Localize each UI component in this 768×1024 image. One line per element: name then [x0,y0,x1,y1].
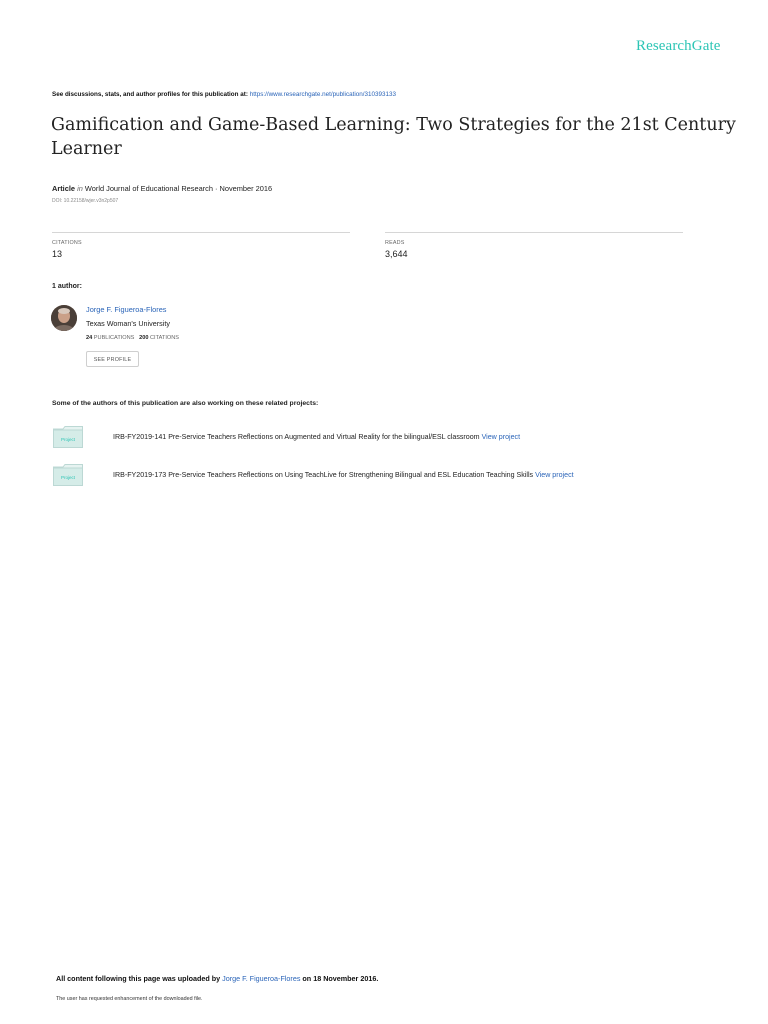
view-project-link[interactable]: View project [535,471,574,479]
in-word: in [77,184,83,193]
upload-note [56,974,378,983]
discussion-line [52,91,396,98]
see-profile-button[interactable]: SEE PROFILE [86,351,139,367]
project-folder-icon[interactable] [53,426,83,453]
project-icon-label: Project [60,475,76,480]
doi: DOI: 10.22158/wjer.v3n2p507 [52,198,119,204]
author-counts [86,335,179,341]
author-citations-label: CITATIONS [150,335,180,341]
related-projects-heading: Some of the authors of this publication are also working on these related projects: [52,400,319,407]
discussion-prefix: See discussions, stats, and author profiles for this publication at: [52,91,248,98]
related-project-item [113,471,574,479]
author-affiliation: Texas Woman's University [86,319,170,328]
reads-label: READS [385,240,405,246]
citations-divider [52,232,350,233]
publication-title: Gamification and Game-Based Learning: Two Strategies for the 21st Century Learner [51,115,736,159]
author-name-link[interactable]: Jorge F. Figueroa-Flores [86,305,167,314]
authors-heading: 1 author: [52,283,82,290]
upload-suffix: on 18 November 2016. [302,974,379,983]
publication-type: Article [52,184,76,193]
project-folder-icon[interactable] [53,464,83,491]
citations-value: 13 [52,249,63,259]
author-avatar[interactable] [51,305,77,331]
journal-and-date: World Journal of Educational Research · November 2016 [84,184,273,193]
project-title: IRB-FY2019-173 Pre-Service Teachers Reflections on Using TeachLive for Strengthening Bilingual and ESL Education Teaching Skills [113,471,534,479]
author-publications-count: 24 [86,335,93,341]
reads-value: 3,644 [385,249,408,259]
view-project-link[interactable]: View project [481,433,521,441]
reads-divider [385,232,683,233]
researchgate-logo[interactable]: ResearchGate [636,38,721,54]
upload-prefix: All content following this page was uploaded by [56,974,221,983]
author-publications-label: PUBLICATIONS [93,335,135,341]
related-project-item [113,433,520,441]
publication-meta [52,184,272,193]
enhancement-note: The user has requested enhancement of the downloaded file. [56,996,203,1002]
publication-url-link[interactable]: https://www.researchgate.net/publication/310393133 [249,91,397,98]
author-citations-count: 200 [139,335,149,341]
project-title: IRB-FY2019-141 Pre-Service Teachers Reflections on Augmented and Virtual Reality for the bilingual/ESL classroom [113,433,480,441]
uploader-link[interactable]: Jorge F. Figueroa-Flores [222,974,301,983]
project-icon-label: Project [60,437,76,442]
citations-label: CITATIONS [52,240,82,246]
